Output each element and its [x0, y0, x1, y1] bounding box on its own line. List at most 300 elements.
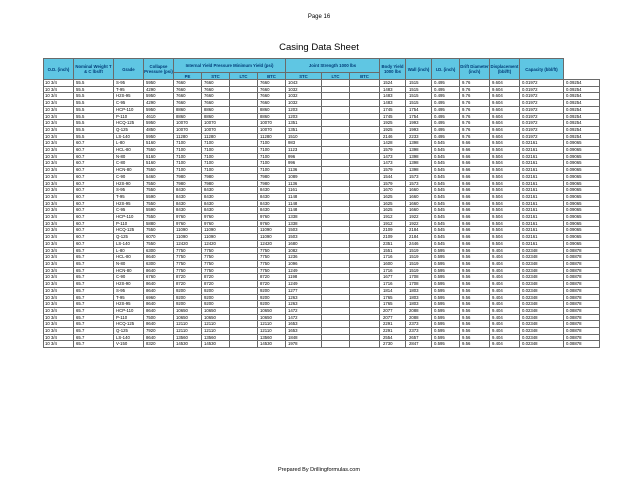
table-cell: 7550: [144, 187, 174, 194]
table-cell: [322, 281, 350, 288]
table-cell: [230, 147, 258, 154]
table-cell: 1472: [286, 314, 322, 321]
table-cell: P-110: [114, 220, 144, 227]
table-cell: 0.545: [432, 227, 460, 234]
table-cell: 7980: [258, 180, 286, 187]
table-cell: V-150: [114, 341, 144, 348]
table-cell: [230, 113, 258, 120]
table-cell: 14530: [174, 341, 202, 348]
table-cell: 1922: [406, 214, 432, 221]
table-cell: 1519: [406, 254, 432, 261]
table-cell: 8860: [202, 106, 230, 113]
table-cell: 10 3/4: [44, 133, 74, 140]
table-cell: 10070: [174, 126, 202, 133]
table-row: [44, 200, 600, 207]
subheader-stc: STC: [202, 73, 230, 80]
table-cell: 1993: [406, 120, 432, 127]
table-cell: 9.76: [460, 133, 490, 140]
table-row: [44, 314, 600, 321]
table-cell: 1515: [406, 93, 432, 100]
table-cell: 9.504: [490, 234, 520, 241]
table-cell: 0.08878: [564, 321, 600, 328]
table-cell: 8430: [258, 200, 286, 207]
table-cell: 8640: [144, 281, 174, 288]
table-cell: S-95: [114, 187, 144, 194]
table-cell: 0.09065: [564, 240, 600, 247]
table-cell: 10 3/4: [44, 334, 74, 341]
table-row: [44, 281, 600, 288]
table-cell: 7750: [202, 247, 230, 254]
table-cell: T-95: [114, 86, 144, 93]
table-cell: 9200: [174, 301, 202, 308]
table-cell: 0.02161: [520, 207, 564, 214]
table-cell: 7100: [174, 153, 202, 160]
table-cell: 9.404: [490, 281, 520, 288]
table-cell: [230, 227, 258, 234]
table-cell: 8430: [258, 193, 286, 200]
table-cell: 12420: [174, 240, 202, 247]
table-cell: 9.56: [460, 274, 490, 281]
table-cell: LS-140: [114, 133, 144, 140]
table-cell: [322, 200, 350, 207]
header-internal-yield: Internal Yield Pressure Minimum Yield (psi): [174, 59, 286, 73]
table-cell: 1136: [286, 167, 322, 174]
table-cell: 2373: [406, 328, 432, 335]
table-cell: 11090: [258, 227, 286, 234]
table-cell: 0.545: [432, 173, 460, 180]
table-cell: 1745: [380, 106, 406, 113]
table-cell: 0.02348: [520, 314, 564, 321]
table-cell: 0.08878: [564, 314, 600, 321]
table-cell: 7100: [174, 167, 202, 174]
table-cell: [230, 160, 258, 167]
table-cell: [350, 207, 380, 214]
table-cell: 9.604: [490, 113, 520, 120]
table-cell: 9.56: [460, 328, 490, 335]
table-cell: 9.504: [490, 207, 520, 214]
table-cell: 10 3/4: [44, 294, 74, 301]
table-cell: 0.01972: [520, 106, 564, 113]
subheader-joint-btc: BTC: [350, 73, 380, 80]
table-row: [44, 247, 600, 254]
table-cell: 9.66: [460, 160, 490, 167]
table-cell: 6300: [144, 260, 174, 267]
table-cell: 0.02161: [520, 227, 564, 234]
table-cell: [322, 93, 350, 100]
table-cell: 9.604: [490, 100, 520, 107]
table-cell: 12110: [174, 321, 202, 328]
table-cell: 7750: [174, 267, 202, 274]
table-cell: 1912: [380, 220, 406, 227]
table-cell: [230, 200, 258, 207]
table-cell: Q-125: [114, 328, 144, 335]
table-cell: [322, 220, 350, 227]
table-cell: 7980: [202, 180, 230, 187]
table-row: [44, 80, 600, 87]
table-cell: 0.495: [432, 126, 460, 133]
table-cell: 11280: [258, 133, 286, 140]
table-cell: 0.495: [432, 100, 460, 107]
table-cell: 55.5: [74, 80, 114, 87]
table-cell: 8860: [202, 113, 230, 120]
table-cell: 0.09065: [564, 173, 600, 180]
table-row: [44, 267, 600, 274]
table-cell: 1249: [286, 267, 322, 274]
table-cell: N-80: [114, 153, 144, 160]
table-cell: 0.545: [432, 187, 460, 194]
table-cell: 9.56: [460, 254, 490, 261]
table-cell: 7660: [258, 93, 286, 100]
table-cell: 7100: [258, 167, 286, 174]
table-cell: 1398: [406, 160, 432, 167]
table-cell: [350, 200, 380, 207]
table-cell: 8860: [174, 113, 202, 120]
table-cell: 7100: [202, 167, 230, 174]
subheader-ltc: LTC: [230, 73, 258, 80]
table-cell: [350, 100, 380, 107]
table-cell: 10 3/4: [44, 106, 74, 113]
table-cell: 1579: [380, 180, 406, 187]
table-cell: [350, 214, 380, 221]
table-cell: 10 3/4: [44, 301, 74, 308]
table-row: [44, 240, 600, 247]
table-cell: 1765: [380, 294, 406, 301]
table-cell: 9.56: [460, 321, 490, 328]
table-row: [44, 328, 600, 335]
table-cell: [230, 247, 258, 254]
table-cell: 7660: [202, 93, 230, 100]
header-displacement: Displacement (bbl/ft): [490, 59, 520, 80]
table-cell: 9200: [258, 287, 286, 294]
table-cell: 1625: [380, 207, 406, 214]
table-cell: 1579: [380, 167, 406, 174]
table-cell: [230, 167, 258, 174]
table-cell: 11090: [174, 234, 202, 241]
table-cell: [350, 160, 380, 167]
table-cell: 996: [286, 160, 322, 167]
table-row: [44, 173, 600, 180]
header-id: I.D. (inch): [432, 59, 460, 80]
table-cell: [322, 113, 350, 120]
table-cell: 9.504: [490, 153, 520, 160]
table-cell: 9.66: [460, 140, 490, 147]
table-cell: [230, 334, 258, 341]
table-cell: 0.08878: [564, 281, 600, 288]
header-joint-strength: Joint Strength 1000 lbs: [286, 59, 380, 73]
table-cell: 9.404: [490, 247, 520, 254]
table-cell: 1473: [380, 160, 406, 167]
table-cell: [322, 167, 350, 174]
table-cell: 10 3/4: [44, 234, 74, 241]
table-cell: HCP-110: [114, 307, 144, 314]
table-cell: 1123: [286, 147, 322, 154]
table-cell: 7750: [258, 267, 286, 274]
table-cell: 7660: [174, 100, 202, 107]
table-cell: 7750: [202, 254, 230, 261]
table-cell: 9.404: [490, 267, 520, 274]
table-cell: 0.495: [432, 80, 460, 87]
table-cell: 9.66: [460, 234, 490, 241]
table-cell: 9.66: [460, 207, 490, 214]
table-cell: 8430: [174, 200, 202, 207]
table-cell: [350, 260, 380, 267]
table-cell: [350, 307, 380, 314]
table-cell: 9.56: [460, 294, 490, 301]
table-cell: 0.02348: [520, 281, 564, 288]
table-cell: [322, 307, 350, 314]
table-cell: 0.08878: [564, 254, 600, 261]
table-cell: 9760: [174, 220, 202, 227]
table-cell: 60.7: [74, 187, 114, 194]
table-cell: 0.02161: [520, 153, 564, 160]
table-row: [44, 321, 600, 328]
table-cell: [350, 86, 380, 93]
table-row: [44, 106, 600, 113]
table-cell: 9.604: [490, 126, 520, 133]
table-cell: [322, 106, 350, 113]
table-cell: T-95: [114, 193, 144, 200]
table-cell: 10 3/4: [44, 193, 74, 200]
table-cell: 7750: [258, 247, 286, 254]
table-cell: 65.7: [74, 334, 114, 341]
table-cell: 0.595: [432, 247, 460, 254]
table-cell: 7750: [258, 254, 286, 261]
table-cell: [230, 287, 258, 294]
table-cell: 9.604: [490, 93, 520, 100]
table-cell: 10650: [202, 314, 230, 321]
table-cell: 65.7: [74, 274, 114, 281]
table-cell: 0.02348: [520, 287, 564, 294]
table-cell: 1653: [286, 321, 322, 328]
table-cell: 0.545: [432, 240, 460, 247]
table-cell: 9200: [202, 301, 230, 308]
table-cell: 11090: [174, 227, 202, 234]
table-cell: 9.504: [490, 140, 520, 147]
table-cell: 0.02348: [520, 341, 564, 348]
table-cell: 1519: [406, 247, 432, 254]
table-cell: 7750: [202, 267, 230, 274]
table-cell: 5950: [144, 80, 174, 87]
table-cell: [322, 187, 350, 194]
table-cell: 2847: [406, 341, 432, 348]
table-cell: 10650: [258, 307, 286, 314]
table-cell: 10650: [174, 314, 202, 321]
table-cell: 7100: [174, 160, 202, 167]
table-cell: 7100: [202, 153, 230, 160]
table-row: [44, 113, 600, 120]
table-cell: 9.66: [460, 180, 490, 187]
table-cell: 5950: [144, 106, 174, 113]
table-cell: 10650: [202, 307, 230, 314]
table-cell: 13560: [202, 334, 230, 341]
table-cell: 5160: [144, 140, 174, 147]
table-cell: [322, 328, 350, 335]
table-cell: [350, 193, 380, 200]
table-cell: 55.5: [74, 120, 114, 127]
header-wall: Wall (inch): [406, 59, 432, 80]
table-cell: 10 3/4: [44, 214, 74, 221]
subheader-joint-stc: STC: [286, 73, 322, 80]
table-cell: 1277: [286, 287, 322, 294]
table-cell: 9.504: [490, 220, 520, 227]
table-cell: 0.09254: [564, 86, 600, 93]
table-cell: 0.495: [432, 133, 460, 140]
table-cell: 1544: [380, 173, 406, 180]
table-cell: [230, 126, 258, 133]
table-cell: [350, 173, 380, 180]
table-cell: 2446: [406, 240, 432, 247]
table-cell: 0.595: [432, 341, 460, 348]
table-cell: 9.504: [490, 173, 520, 180]
table-cell: 8640: [144, 307, 174, 314]
table-cell: 9.404: [490, 254, 520, 261]
table-cell: [350, 80, 380, 87]
table-row: [44, 301, 600, 308]
table-cell: 1708: [406, 281, 432, 288]
table-cell: [230, 173, 258, 180]
table-cell: 2291: [380, 328, 406, 335]
table-cell: [322, 314, 350, 321]
table-cell: 9.76: [460, 113, 490, 120]
table-cell: 6960: [144, 294, 174, 301]
table-row: [44, 334, 600, 341]
table-cell: 1848: [286, 334, 322, 341]
table-cell: 1032: [286, 86, 322, 93]
table-cell: [350, 106, 380, 113]
table-cell: 60.7: [74, 180, 114, 187]
table-cell: 1198: [286, 274, 322, 281]
table-cell: 8640: [144, 301, 174, 308]
table-cell: 0.595: [432, 274, 460, 281]
table-cell: 55.5: [74, 100, 114, 107]
table-cell: 9.76: [460, 126, 490, 133]
table-cell: 0.09254: [564, 126, 600, 133]
table-cell: 1398: [406, 153, 432, 160]
table-cell: [350, 334, 380, 341]
table-cell: 8640: [144, 287, 174, 294]
table-cell: 0.02348: [520, 254, 564, 261]
header-collapse-pressure: Collapse Pressure (psi): [144, 59, 174, 80]
table-cell: 9.404: [490, 301, 520, 308]
table-cell: 0.08878: [564, 301, 600, 308]
table-cell: 9200: [174, 287, 202, 294]
table-cell: 60.7: [74, 153, 114, 160]
table-cell: 0.09254: [564, 93, 600, 100]
table-cell: 0.595: [432, 314, 460, 321]
table-cell: 9.56: [460, 281, 490, 288]
table-cell: 0.08878: [564, 260, 600, 267]
table-cell: 7500: [144, 314, 174, 321]
table-cell: 7100: [174, 147, 202, 154]
table-cell: 9.404: [490, 334, 520, 341]
table-cell: 10 3/4: [44, 274, 74, 281]
table-cell: 6300: [144, 247, 174, 254]
table-cell: 0.495: [432, 120, 460, 127]
table-cell: 0.08878: [564, 341, 600, 348]
table-cell: 1082: [286, 247, 322, 254]
table-cell: [350, 126, 380, 133]
table-cell: [230, 106, 258, 113]
table-row: [44, 220, 600, 227]
table-cell: 0.02161: [520, 240, 564, 247]
table-cell: 7750: [174, 247, 202, 254]
table-cell: 0.595: [432, 254, 460, 261]
table-cell: [230, 281, 258, 288]
table-cell: [322, 100, 350, 107]
table-row: [44, 274, 600, 281]
table-cell: 0.01972: [520, 100, 564, 107]
table-cell: 7550: [144, 240, 174, 247]
table-cell: 7550: [144, 214, 174, 221]
table-cell: HCP-110: [114, 106, 144, 113]
table-cell: 5460: [144, 173, 174, 180]
table-cell: 5950: [144, 93, 174, 100]
table-cell: 5590: [144, 207, 174, 214]
table-cell: 8430: [202, 207, 230, 214]
table-cell: 10 3/4: [44, 140, 74, 147]
table-cell: LS-140: [114, 334, 144, 341]
table-cell: [230, 193, 258, 200]
table-cell: 1524: [380, 80, 406, 87]
table-cell: 1148: [286, 200, 322, 207]
subheader-pe: PE: [174, 73, 202, 80]
table-row: [44, 287, 600, 294]
table-cell: H2S-95: [114, 93, 144, 100]
table-row: [44, 193, 600, 200]
table-cell: 8430: [202, 187, 230, 194]
table-cell: [230, 294, 258, 301]
table-cell: HCN-80: [114, 167, 144, 174]
table-cell: [230, 180, 258, 187]
table-cell: 0.02348: [520, 334, 564, 341]
table-cell: 9760: [174, 214, 202, 221]
table-cell: 0.09065: [564, 167, 600, 174]
table-row: [44, 160, 600, 167]
table-cell: 0.02161: [520, 173, 564, 180]
table-cell: 1483: [380, 93, 406, 100]
table-cell: 7660: [202, 100, 230, 107]
table-cell: 9.66: [460, 153, 490, 160]
table-cell: 9.66: [460, 173, 490, 180]
table-cell: 1579: [380, 147, 406, 154]
table-cell: 0.02348: [520, 247, 564, 254]
table-cell: 2184: [406, 234, 432, 241]
table-cell: 10 3/4: [44, 160, 74, 167]
table-cell: [230, 140, 258, 147]
table-cell: 7980: [174, 180, 202, 187]
table-cell: Q-125: [114, 126, 144, 133]
table-cell: 9.404: [490, 260, 520, 267]
table-cell: 0.595: [432, 321, 460, 328]
table-cell: 0.02161: [520, 187, 564, 194]
page-number: Page 16: [307, 14, 331, 20]
table-cell: C-95: [114, 100, 144, 107]
table-cell: 0.09065: [564, 140, 600, 147]
table-cell: 60.7: [74, 147, 114, 154]
table-cell: 5160: [144, 160, 174, 167]
table-cell: 7550: [144, 167, 174, 174]
table-cell: 0.02348: [520, 328, 564, 335]
table-cell: 7660: [258, 80, 286, 87]
table-cell: [230, 93, 258, 100]
table-cell: 0.01972: [520, 120, 564, 127]
table-row: [44, 100, 600, 107]
table-cell: 0.545: [432, 140, 460, 147]
table-cell: 1236: [286, 254, 322, 261]
table-cell: 8430: [258, 187, 286, 194]
table-cell: 10 3/4: [44, 200, 74, 207]
table-cell: 7660: [174, 93, 202, 100]
